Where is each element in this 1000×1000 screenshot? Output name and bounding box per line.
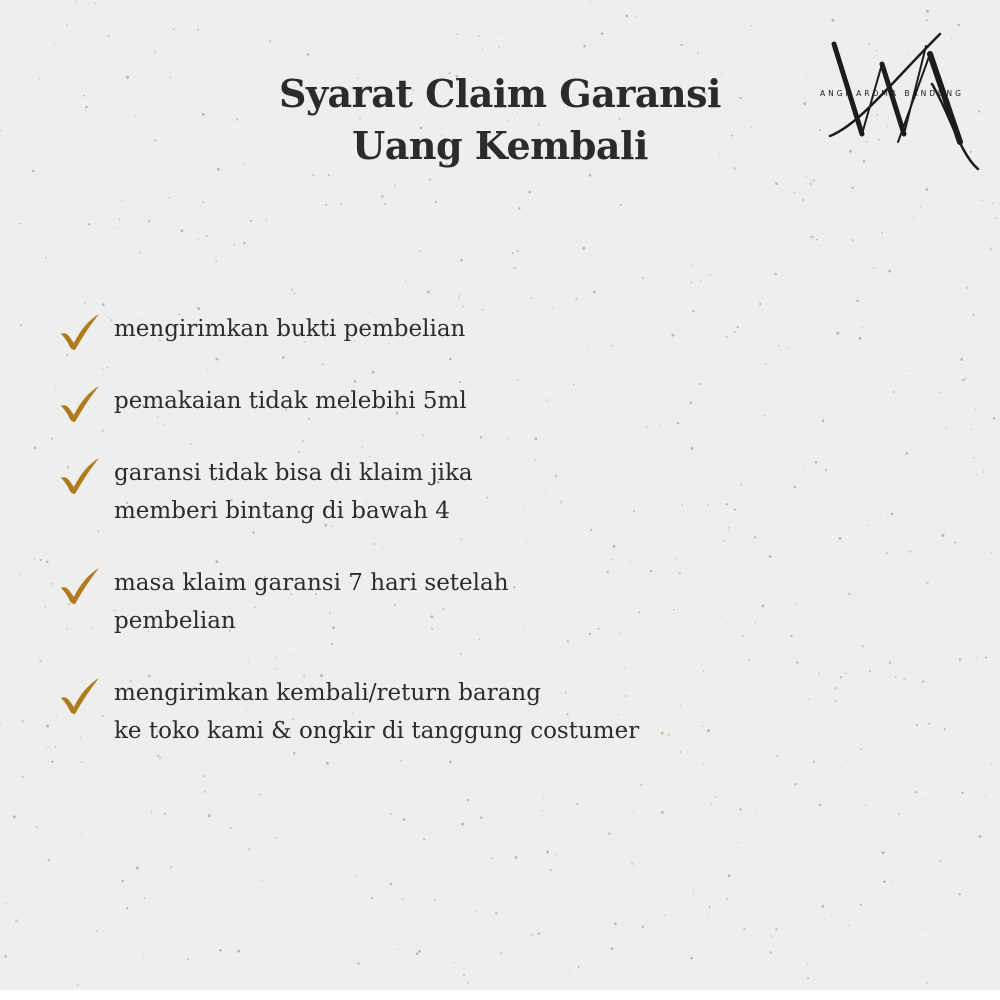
requirement-item	[58, 564, 778, 640]
requirement-text: pembelian	[114, 608, 236, 634]
requirement-item	[58, 454, 778, 530]
requirement-text: ke toko kami & ongkir di tanggung costumer	[114, 718, 640, 744]
brand-logo	[820, 24, 985, 174]
title-line-2: Uang Kembali	[352, 123, 648, 168]
page-title	[200, 68, 800, 172]
logo-tagline: WANGI AROMA BANDUNG	[820, 89, 964, 98]
requirement-text: memberi bintang di bawah 4	[114, 498, 450, 524]
requirement-item	[58, 382, 778, 420]
checkmark-icon	[58, 456, 102, 496]
requirement-item	[58, 310, 778, 348]
requirement-text: garansi tidak bisa di klaim jika	[114, 460, 473, 486]
bottom-border	[0, 990, 1000, 1000]
checkmark-icon	[58, 312, 102, 352]
requirement-text: mengirimkan bukti pembelian	[114, 316, 466, 342]
title-line-1: Syarat Claim Garansi	[279, 71, 721, 116]
requirement-item	[58, 674, 778, 750]
wa-monogram-logo	[820, 24, 985, 174]
checkmark-icon	[58, 384, 102, 424]
requirement-text: pemakaian tidak melebihi 5ml	[114, 388, 467, 414]
checkmark-icon	[58, 676, 102, 716]
requirement-text: masa klaim garansi 7 hari setelah	[114, 570, 509, 596]
requirement-text: mengirimkan kembali/return barang	[114, 680, 541, 706]
requirements-list	[58, 310, 778, 784]
checkmark-icon	[58, 566, 102, 606]
